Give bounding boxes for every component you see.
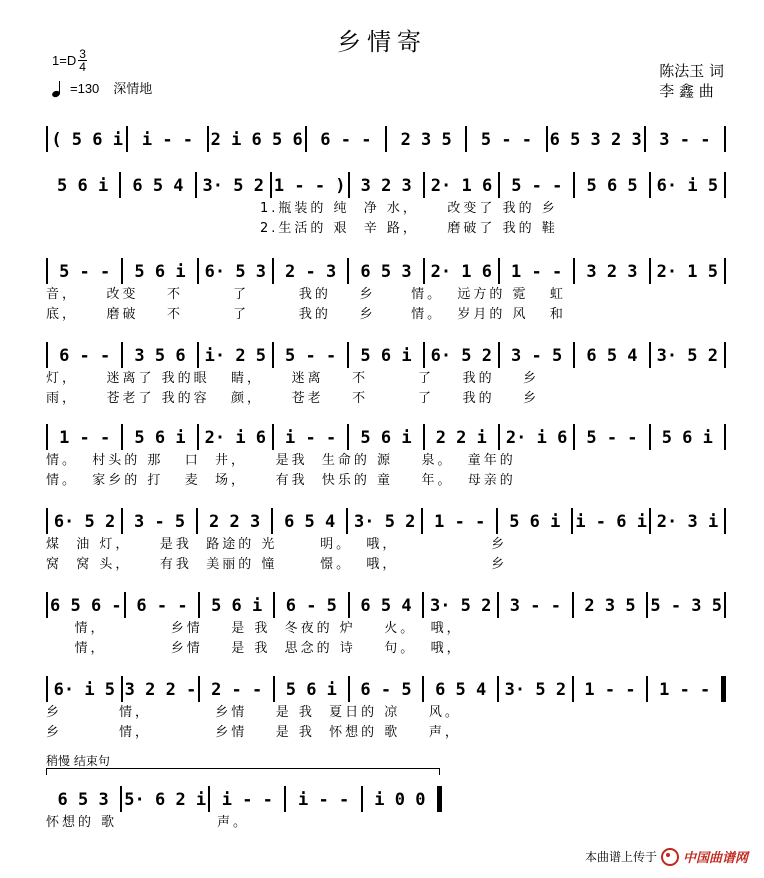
lyric-line <box>46 216 726 236</box>
lyric-line <box>46 552 726 572</box>
measure: 2 2 3 <box>209 512 261 532</box>
measure: 5 6 i <box>360 346 412 366</box>
measure: 6 5 3 2 3 <box>549 130 642 150</box>
measure: 6 - 5 <box>360 680 412 700</box>
measure: 5 6 5 <box>586 176 638 196</box>
measure: i 0 0 <box>374 790 426 810</box>
footer-text: 本曲谱上传于 <box>584 850 657 864</box>
measure: 6 - - <box>136 596 188 616</box>
lyric-text: 1.瓶装的 纯 净 水， 改变了 我的 乡 <box>46 200 558 216</box>
measure: 6 5 4 <box>360 596 412 616</box>
score-system <box>46 424 726 488</box>
measure: 5 6 i <box>134 262 186 282</box>
footer-brand[interactable]: 中国曲谱网 <box>682 851 748 866</box>
measure: 2· 3 i <box>656 512 719 532</box>
measure: 3 - - <box>659 130 711 150</box>
measure: 6· 5 3 <box>204 262 267 282</box>
measure: 3 2 3 <box>586 262 638 282</box>
lyric-line <box>46 700 726 720</box>
measure: 6 5 4 <box>435 680 487 700</box>
measure: i· 2 5 <box>204 346 267 366</box>
measure: i - - <box>141 130 194 150</box>
measure: 1 - - <box>511 262 563 282</box>
score-system <box>46 592 726 656</box>
measure: 3· 5 2 <box>504 680 567 700</box>
key-label: 1=D <box>52 52 77 68</box>
note-row <box>46 592 726 616</box>
score-system <box>46 258 726 322</box>
measure: 5 6 i <box>285 680 337 700</box>
measure: 6 5 4 <box>284 512 336 532</box>
measure: 3 - 5 <box>133 512 186 532</box>
measure: 6· 5 2 <box>53 512 116 532</box>
measure: 5 6 i <box>211 596 263 616</box>
measure: 6 5 4 <box>586 346 638 366</box>
measure: 2· i 6 <box>204 428 267 448</box>
measure: 5 6 i <box>360 428 412 448</box>
lyric-text: 2.生活的 艰 辛 路， 磨破了 我的 鞋 <box>46 220 558 236</box>
note-row <box>46 126 726 150</box>
measure: 5 - - <box>285 346 337 366</box>
measure: 2· i 6 <box>505 428 568 448</box>
measure: 5 - - <box>586 428 638 448</box>
lyricist: 陈法玉 词 <box>659 62 724 80</box>
measure: 1 - - <box>59 428 111 448</box>
note-row <box>46 676 726 700</box>
note-row <box>46 508 726 532</box>
measure: 3· 5 2 <box>354 512 416 532</box>
tempo-value: =130 <box>70 81 100 97</box>
measure: 5 6 i <box>134 428 186 448</box>
measure: 3 - 5 <box>511 346 563 366</box>
barline <box>724 592 726 618</box>
score-system <box>46 172 726 236</box>
measure: 6· 5 2 <box>430 346 493 366</box>
measure: 5 - - <box>511 176 563 196</box>
measure: 6· i 5 <box>53 680 116 700</box>
measure: 1 - - <box>584 680 636 700</box>
note-row <box>46 342 726 366</box>
measure: 5 - 3 5 <box>650 596 723 616</box>
lyric-text: 底， 磨破 不 了 我的 乡 情。 岁月的 风 和 <box>46 306 566 322</box>
measure: i - - <box>298 790 350 810</box>
barline <box>437 786 442 812</box>
measure: 5· 6 2 i <box>124 790 207 810</box>
lyric-text: 情， 乡情 是 我 冬夜的 炉 火。 哦， <box>46 620 463 636</box>
site-logo-icon <box>661 848 679 866</box>
expression-mark: 深情地 <box>113 81 153 97</box>
measure: 3 2 2 - <box>124 680 197 700</box>
time-sig-top: 3 <box>79 47 86 61</box>
measure: 1 - - ) <box>273 176 346 196</box>
measure: 5 6 i <box>509 512 561 532</box>
measure: 2· 1 6 <box>430 262 493 282</box>
barline <box>724 508 726 534</box>
note-row <box>46 172 726 196</box>
score-system <box>46 676 726 740</box>
time-sig-bottom: 4 <box>79 60 86 74</box>
barline <box>724 424 726 450</box>
credits <box>659 62 724 101</box>
measure: 2· 1 6 <box>430 176 493 196</box>
lyric-line <box>46 810 442 830</box>
measure: ( 5 6 i <box>51 130 123 150</box>
measure: 2· 1 5 <box>656 262 718 282</box>
lyric-text: 乡 情， 乡情 是 我 怀想的 歌 声， <box>46 724 461 740</box>
lyric-line <box>46 532 726 552</box>
lyric-text: 怀想的 歌 声。 <box>46 814 249 830</box>
measure: 6 5 6 - <box>50 596 122 616</box>
note-row <box>46 424 726 448</box>
barline <box>721 676 726 702</box>
measure: 6 5 3 <box>57 790 109 810</box>
measure: i - - <box>285 428 337 448</box>
measure: 2 2 i <box>435 428 487 448</box>
lyric-line <box>46 282 726 302</box>
ending-annotation: 稍慢 结束句 <box>46 754 110 768</box>
note-row <box>46 258 726 282</box>
measure: i - 6 i <box>575 512 647 532</box>
measure: 2 3 5 <box>584 596 636 616</box>
barline <box>724 258 726 284</box>
score-system <box>46 508 726 572</box>
lyric-line <box>46 386 726 406</box>
lyric-line <box>46 720 726 740</box>
lyric-line <box>46 302 726 322</box>
tempo-marking <box>52 81 152 97</box>
lyric-text: 窝 窝 头， 有我 美丽的 憧 憬。 哦， 乡 <box>46 556 508 572</box>
lyric-line <box>46 366 726 386</box>
note-row <box>46 786 442 810</box>
measure: 2 i 6 5 6 <box>210 130 303 150</box>
lyric-text: 灯， 迷离了 我的眼 睛， 迷离 不 了 我的 乡 <box>46 370 540 386</box>
lyric-text: 煤 油 灯， 是我 路途的 光 明。 哦， 乡 <box>46 536 508 552</box>
ending-bracket <box>46 768 440 775</box>
measure: 5 - - <box>59 262 111 282</box>
measure: 1 - - <box>434 512 486 532</box>
measure: 6 5 4 <box>132 176 184 196</box>
score-system <box>46 342 726 406</box>
measure: 3· 5 2 <box>656 346 718 366</box>
measure: 1 - - <box>659 680 711 700</box>
song-title: 乡情寄 <box>337 28 427 56</box>
composer: 李 鑫 曲 <box>659 81 714 100</box>
barline <box>724 172 726 198</box>
measure: 5 6 i <box>57 176 109 196</box>
measure: 3 - - <box>509 596 561 616</box>
time-signature <box>78 48 87 73</box>
measure: 6 - - <box>320 130 372 150</box>
key-signature <box>52 48 152 73</box>
measure: i - - <box>221 790 273 810</box>
lyric-text: 乡 情， 乡情 是 我 夏日的 凉 风。 <box>46 704 461 720</box>
measure: 6 5 3 <box>360 262 412 282</box>
measure: 2 3 5 <box>400 130 452 150</box>
measure: 6 - - <box>59 346 111 366</box>
measure: 2 - - <box>211 680 263 700</box>
measure: 3 5 6 <box>134 346 186 366</box>
score-system <box>46 126 726 150</box>
measure: 6· i 5 <box>656 176 719 196</box>
barline <box>724 126 726 152</box>
footer <box>585 847 748 866</box>
lyric-text: 雨， 苍老了 我的容 颜， 苍老 不 了 我的 乡 <box>46 390 540 406</box>
lyric-text: 音， 改变 不 了 我的 乡 情。 远方的 霓 虹 <box>46 286 566 302</box>
song-meta <box>52 48 152 97</box>
quarter-note-icon <box>52 81 66 97</box>
lyric-line <box>46 196 726 216</box>
lyric-text: 情。 家乡的 打 麦 场， 有我 快乐的 童 年。 母亲的 <box>46 472 516 488</box>
measure: 6 - 5 <box>285 596 337 616</box>
lyric-line <box>46 468 726 488</box>
barline <box>724 342 726 368</box>
measure: 5 - - <box>480 130 533 150</box>
lyric-text: 情。 村头的 那 口 井， 是我 生命的 源 泉。 童年的 <box>46 452 516 468</box>
lyric-text: 情， 乡情 是 我 思念的 诗 句。 哦， <box>46 640 463 656</box>
lyric-line <box>46 616 726 636</box>
measure: 3· 5 2 <box>202 176 264 196</box>
measure: 3 2 3 <box>360 176 412 196</box>
lyric-line <box>46 636 726 656</box>
score-system <box>46 786 442 830</box>
measure: 3· 5 2 <box>429 596 492 616</box>
lyric-line <box>46 448 726 468</box>
measure: 2 - 3 <box>285 262 337 282</box>
measure: 5 6 i <box>661 428 713 448</box>
